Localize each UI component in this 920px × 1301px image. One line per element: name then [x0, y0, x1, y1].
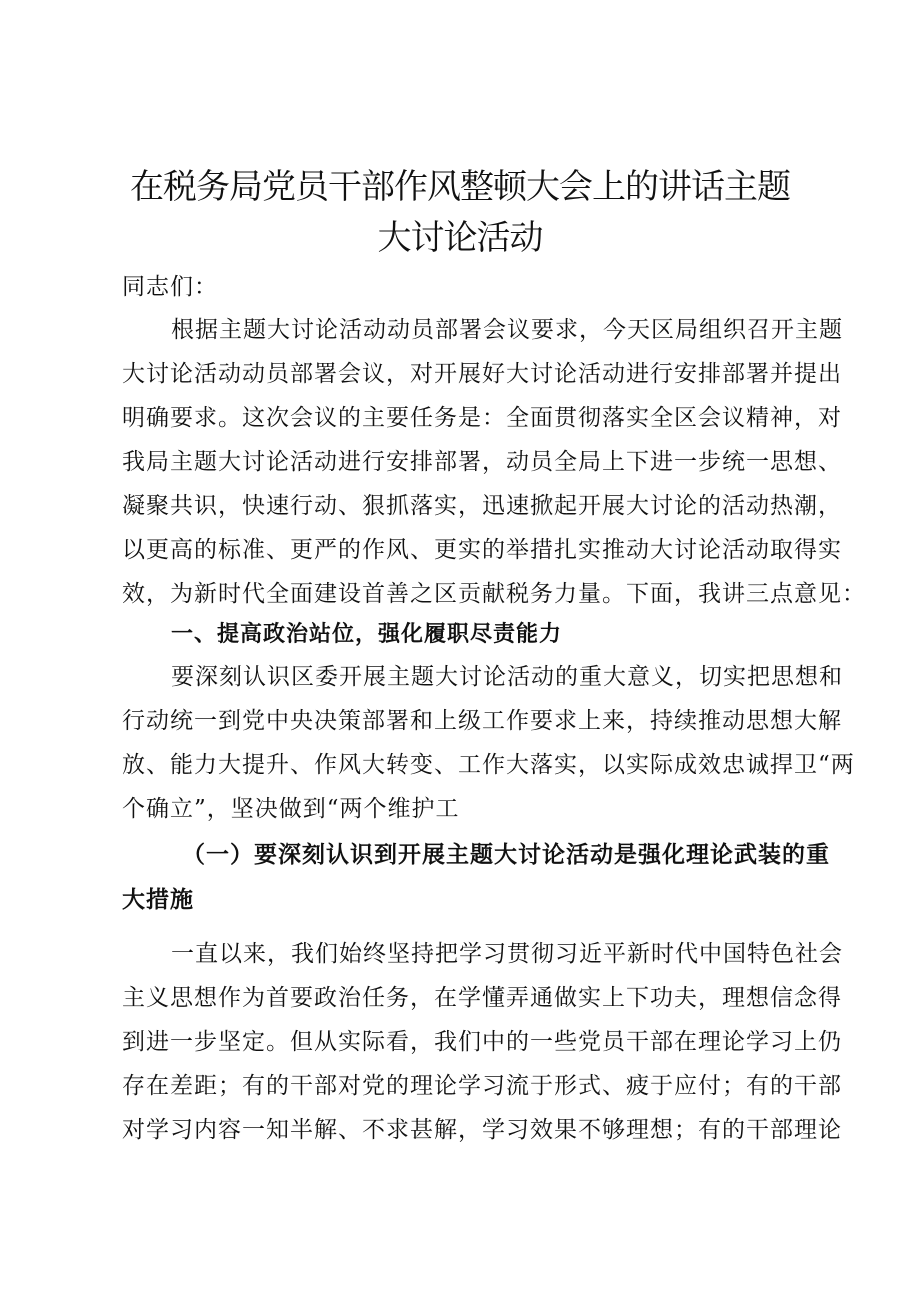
- subheading-1-line-1: （一）要深刻认识到开展主题大讨论活动是强化理论武装的重: [182, 841, 830, 868]
- paragraph-1-line: 我局主题大讨论活动进行安排部署，动员全局上下进一步统一思想、: [122, 449, 842, 475]
- paragraph-1-line: 效，为新时代全面建设首善之区贡献税务力量。下面，我讲三点意见：: [122, 581, 866, 607]
- document-title-line-2: 大讨论活动: [377, 218, 543, 258]
- paragraph-1-line: 根据主题大讨论活动动员部署会议要求，今天区局组织召开主题: [171, 317, 843, 343]
- paragraph-2-line: 行动统一到党中央决策部署和上级工作要求上来，持续推动思想大解: [122, 708, 842, 734]
- paragraph-1-line: 凝聚共识，快速行动、狠抓落实，迅速掀起开展大讨论的活动热潮，: [122, 493, 842, 519]
- paragraph-2-line: 要深刻认识区委开展主题大讨论活动的重大意义，切实把思想和: [171, 664, 843, 690]
- paragraph-3-line: 到进一步坚定。但从实际看，我们中的一些党员干部在理论学习上仍: [122, 1029, 842, 1055]
- paragraph-2-line: 放、能力大提升、作风大转变、工作大落实，以实际成效忠诚捍卫“两: [122, 752, 855, 778]
- document-title-line-1: 在税务局党员干部作风整顿大会上的讲话主题: [130, 167, 790, 207]
- paragraph-3-line: 主义思想作为首要政治任务，在学懂弄通做实上下功夫，理想信念得: [122, 985, 842, 1011]
- paragraph-1-line: 大讨论活动动员部署会议，对开展好大讨论活动进行安排部署并提出: [122, 361, 842, 387]
- paragraph-3-line: 一直以来，我们始终坚持把学习贯彻习近平新时代中国特色社会: [171, 941, 843, 967]
- section-heading-1: 一、提高政治站位，强化履职尽责能力: [171, 622, 563, 647]
- subheading-1-line-2: 大措施: [122, 886, 194, 913]
- paragraph-3-line: 对学习内容一知半解、不求甚解，学习效果不够理想；有的干部理论: [122, 1117, 842, 1143]
- salutation: 同志们：: [122, 274, 218, 300]
- paragraph-2-line: 个确立”，坚决做到“两个维护工: [122, 796, 460, 822]
- paragraph-1-line: 以更高的标准、更严的作风、更实的举措扎实推动大讨论活动取得实: [122, 537, 842, 563]
- paragraph-3-line: 存在差距；有的干部对党的理论学习流于形式、疲于应付；有的干部: [122, 1073, 842, 1099]
- paragraph-1-line: 明确要求。这次会议的主要任务是：全面贯彻落实全区会议精神，对: [122, 405, 842, 431]
